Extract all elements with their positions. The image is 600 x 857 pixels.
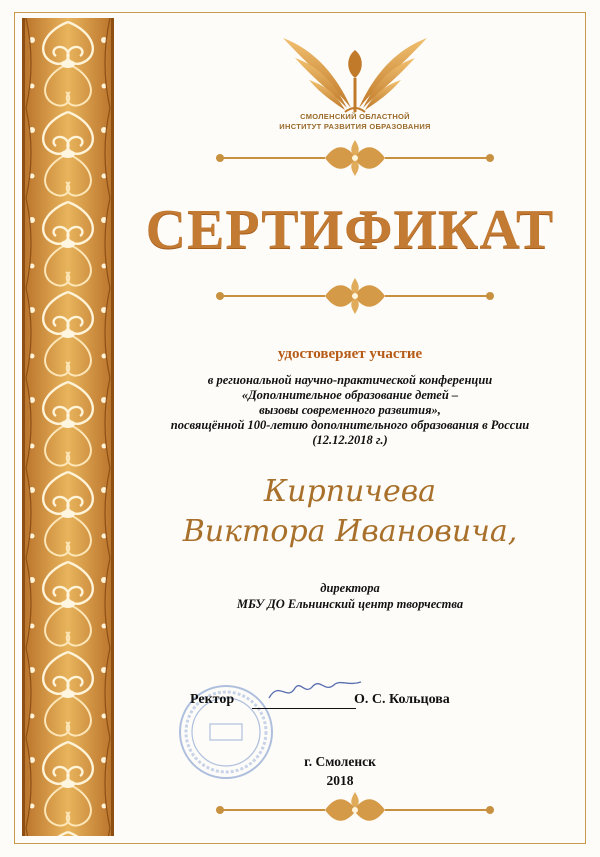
ornament-divider-bottom (210, 276, 500, 316)
logo-caption (270, 112, 440, 132)
position-title: директора (320, 581, 380, 595)
issue-place-date (280, 752, 400, 790)
body-line: посвящённой 100-летию дополнительного образования в России (170, 418, 530, 432)
issue-year: 2018 (326, 773, 354, 788)
logo-line-1: СМОЛЕНСКИЙ ОБЛАСТНОЙ (300, 112, 410, 121)
recipient-position (140, 580, 560, 612)
body-line: в региональной научно-практической конференции (207, 373, 493, 387)
ornament-divider-footer (210, 790, 500, 830)
signatory-title: Ректор (190, 692, 235, 707)
signatory-name: О. С. Кольцова (354, 692, 450, 707)
certificate-subheading: удостоверяет участие (277, 346, 423, 362)
issue-city: г. Смоленск (304, 754, 376, 769)
body-line: вызовы современного развития», (259, 403, 441, 417)
recipient-name (150, 472, 550, 552)
ornamental-border-left (22, 18, 114, 836)
body-line: (12.12.2018 г.) (312, 433, 388, 447)
signature-line (252, 708, 356, 709)
ornament-divider-top (210, 138, 500, 178)
handwritten-signature-icon (265, 676, 365, 706)
position-organization: МБУ ДО Ельнинский центр творчества (236, 597, 464, 611)
body-line: «Дополнительное образование детей – (241, 388, 459, 402)
recipient-surname: Кирпичева (263, 474, 437, 509)
recipient-given-names: Виктора Ивановича, (182, 514, 518, 549)
certificate-title: СЕРТИФИКАТ (145, 199, 555, 261)
ornament-pattern (22, 18, 114, 836)
conference-description (120, 373, 580, 448)
logo-line-2: ИНСТИТУТ РАЗВИТИЯ ОБРАЗОВАНИЯ (279, 122, 431, 131)
